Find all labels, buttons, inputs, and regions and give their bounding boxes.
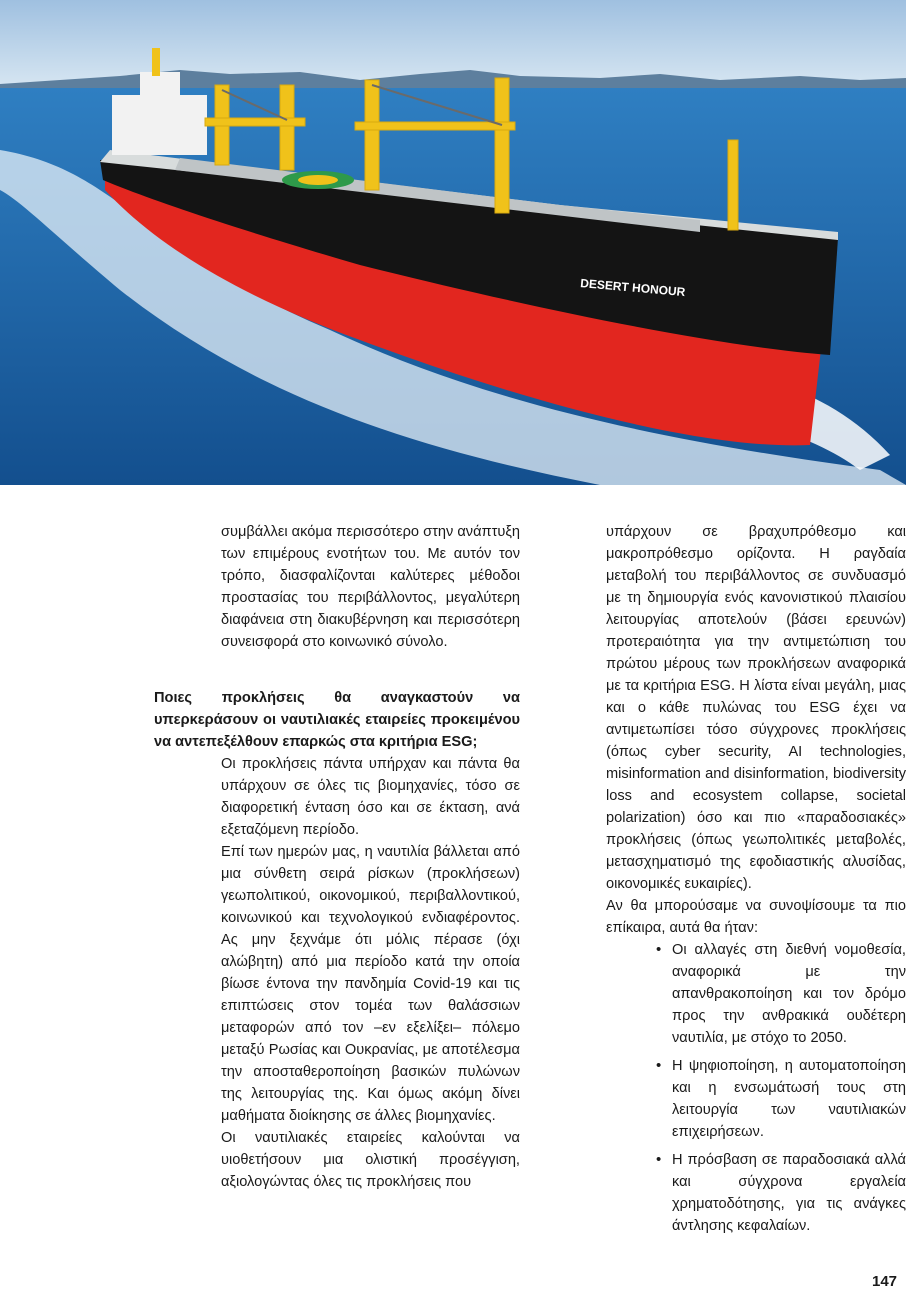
right-paragraph-1: υπάρχουν σε βραχυπρόθεσμο και μακροπρόθεσμο ορίζοντα. Η ραγδαία μεταβολή του περιβάλλοντος σε συνδυασμό με τη δημιουργία ενός κανονιστικού πλαισίου λειτουργίας αποτελούν (βάσει ερευνών) προτεραιότητα για την αντιμετώπιση του πρώτου μέρους των προκλήσεων αναφορικά με τα κριτήρια ESG. Η λίστα είναι μεγάλη, μιας και ο κάθε πυλώνας του ESG έχει να αντιμετωπίσει τόσο σύγχρονες προκλήσεις (όπως cyber security, AI technologies, misinformation and disinformation, biodiversity loss and ecosystem collapse, societal polarization) όσο και πιο «παραδοσιακές» προκλήσεις (όπως γεωπολιτικές μεταβολές, μετασχηματισμό της εφοδιαστικής αλυσίδας, οικονομικές ευκαιρίες). [606,524,906,892]
hull-name: DESERT HONOUR [579,276,686,300]
list-item-text: Οι αλλαγές στη διεθνή νομοθεσία, αναφορικά με την απανθρακοποίηση και τον δρόμο προς την ανθρακικά ουδέτερη ναυτιλία, με στόχο το 2050. [672,942,906,1046]
list-item [654,939,906,1049]
answer-paragraph-1: Οι προκλήσεις πάντα υπήρχαν και πάντα θα υπάρχουν σε όλες τις βιομηχανίες, τόσο σε διαφορετική ένταση όσο και σε έκταση, ανά εξεταζόμενη περίοδο. [221,756,520,838]
answer-paragraph-3: Οι ναυτιλιακές εταιρείες καλούνται να υιοθετήσουν μια ολιστική προσέγγιση, αξιολογώντας όλες τις προκλήσεις που [221,1130,520,1190]
question-heading: Ποιες προκλήσεις θα αναγκαστούν να υπερκεράσουν οι ναυτιλιακές εταιρείες προκειμένου να αντεπεξέλθουν επαρκώς στα κριτήρια ESG; [154,690,520,750]
bullet-icon: • [656,1151,662,1168]
list-item [654,1149,906,1237]
answer-paragraph-2: Επί των ημερών μας, η ναυτιλία βάλλεται από μια σύνθετη σειρά ρίσκων (προκλήσεων) γεωπολιτικού, οικονομικού, περιβαλλοντικού, κοινωνικού και τεχνολογικού ενδιαφέροντος. Ας μην ξεχνάμε ότι μόλις πέρασε (όχι αλώβητη) από μια περίοδο κατά την οποία βίωσε έντονα την πανδημία Covid-19 και τις επιπτώσεις στον τομέα των θαλάσσιων μεταφορών από τον –εν εξελίξει– πόλεμο μεταξύ Ρωσίας και Ουκρανίας, με αποτέλεσμα την αποσταθεροποίηση βασικών πυλώνων της λειτουργίας της. Και όμως ακόμη δίνει μαθήματα διοίκησης σε άλλες βιομηχανίες. [221,844,520,1124]
challenges-list [606,939,906,1237]
list-item [654,1055,906,1143]
list-item-text: Η ψηφιοποίηση, η αυτοματοποίηση και η ενσωμάτωσή τους στη λειτουργία των ναυτιλιακών επιχειρήσεων. [672,1058,906,1140]
bullet-icon: • [656,941,662,958]
left-column [154,521,520,1193]
right-paragraph-2: Αν θα μπορούσαμε να συνοψίσουμε τα πιο επίκαιρα, αυτά θα ήταν: [606,898,906,936]
list-item-text: Η πρόσβαση σε παραδοσιακά αλλά και σύγχρονα εργαλεία χρηματοδότησης, για τις ανάγκες άντλησης κεφαλαίων. [672,1152,906,1234]
ship-illustration [0,0,906,485]
page-number: 147 [872,1273,898,1290]
right-column [606,521,906,1243]
superstructure [112,95,207,155]
ship-photo [0,0,906,485]
bullet-icon: • [656,1057,662,1074]
intro-paragraph: συμβάλλει ακόμα περισσότερο στην ανάπτυξη των επιμέρους ενοτήτων του. Με αυτόν τον τρόπο, διασφαλίζονται καλύτερες μέθοδοι προστασίας του περιβάλλοντος, μεγαλύτερη διαφάνεια στη διακυβέρνηση και περισσότερη συνεισφορά στο κοινωνικό σύνολο. [221,524,520,650]
